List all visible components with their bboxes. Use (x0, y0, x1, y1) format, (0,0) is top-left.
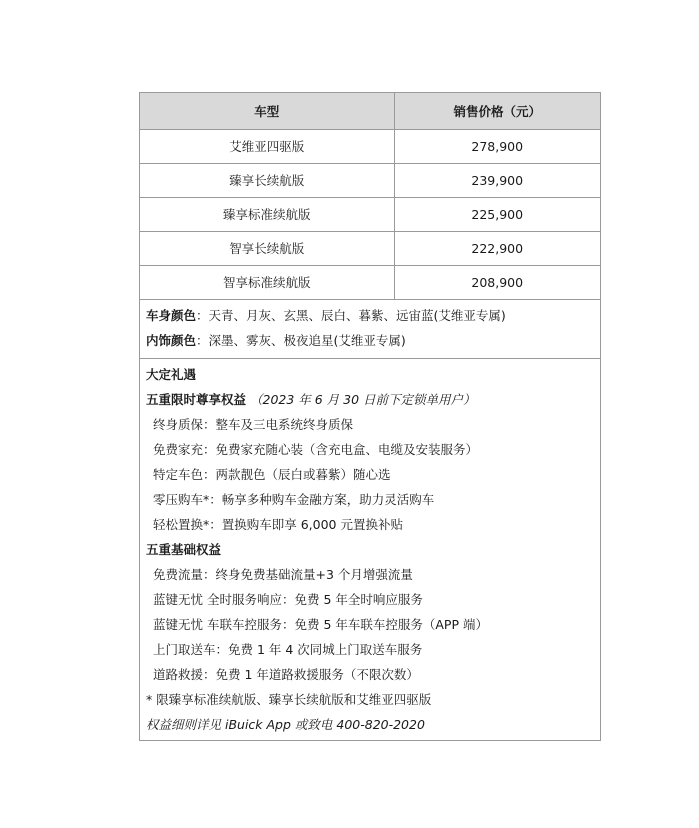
group2-title: 五重基础权益 (146, 541, 222, 557)
table-row (140, 265, 600, 299)
body-color-value: ：天青、月灰、玄黑、辰白、暮紫、远宙蓝(艾维亚专属) (196, 307, 506, 323)
table-row (140, 129, 600, 163)
list-item: 道路救援：免费 1 年道路救援服务（不限次数） (153, 666, 419, 682)
list-item: 蓝键无忧 车联车控服务：免费 5 年车联车控服务（APP 端） (153, 616, 488, 632)
model-cell: 臻享长续航版 (140, 163, 394, 197)
table-row (140, 231, 600, 265)
header-model: 车型 (140, 93, 394, 129)
color-options (140, 300, 600, 359)
body-color-line (140, 303, 600, 328)
footnote: * 限臻享标准续航版、臻享长续航版和艾维亚四驱版 (146, 691, 432, 707)
table-row (140, 197, 600, 231)
price-cell: 222,900 (394, 231, 600, 265)
price-cell: 208,900 (394, 265, 600, 299)
perks-title: 大定礼遇 (146, 366, 197, 382)
interior-color-value: ：深墨、雾灰、极夜追星(艾维亚专属) (196, 332, 406, 348)
model-cell: 臻享标准续航版 (140, 197, 394, 231)
model-cell: 智享标准续航版 (140, 265, 394, 299)
interior-color-line (140, 328, 600, 353)
group2-header (140, 537, 600, 562)
header-price: 销售价格（元） (394, 93, 600, 129)
group1-note: （2023 年 6 月 30 日前下定锁单用户） (250, 391, 476, 407)
list-item: 特定车色：两款靓色（辰白或暮紫）随心选 (153, 466, 391, 482)
list-item: 蓝键无忧 全时服务响应：免费 5 年全时响应服务 (153, 591, 423, 607)
body-color-label: 车身颜色 (146, 307, 197, 323)
price-cell: 278,900 (394, 129, 600, 163)
list-item: 免费流量：终身免费基础流量+3 个月增强流量 (153, 566, 413, 582)
price-table (140, 93, 600, 300)
model-cell: 艾维亚四驱版 (140, 129, 394, 163)
list-item: 免费家充：免费家充随心装（含充电盒、电缆及安装服务） (153, 441, 479, 457)
group1-title: 五重限时尊享权益 (146, 391, 247, 407)
table-header-row (140, 93, 600, 129)
list-item: 终身质保：整车及三电系统终身质保 (153, 416, 354, 432)
list-item: 零压购车*：畅享多种购车金融方案，助力灵活购车 (153, 491, 435, 507)
contact-info: 权益细则详见 iBuick App 或致电 400-820-2020 (146, 716, 425, 732)
list-item: 上门取送车：免费 1 年 4 次同城上门取送车服务 (153, 641, 423, 657)
price-cell: 225,900 (394, 197, 600, 231)
price-cell: 239,900 (394, 163, 600, 197)
table-row (140, 163, 600, 197)
model-cell: 智享长续航版 (140, 231, 394, 265)
group1-header (140, 387, 600, 412)
list-item: 轻松置换*：置换购车即享 6,000 元置换补贴 (153, 516, 403, 532)
interior-color-label: 内饰颜色 (146, 332, 197, 348)
price-document (139, 92, 601, 741)
perks-section (140, 359, 600, 740)
